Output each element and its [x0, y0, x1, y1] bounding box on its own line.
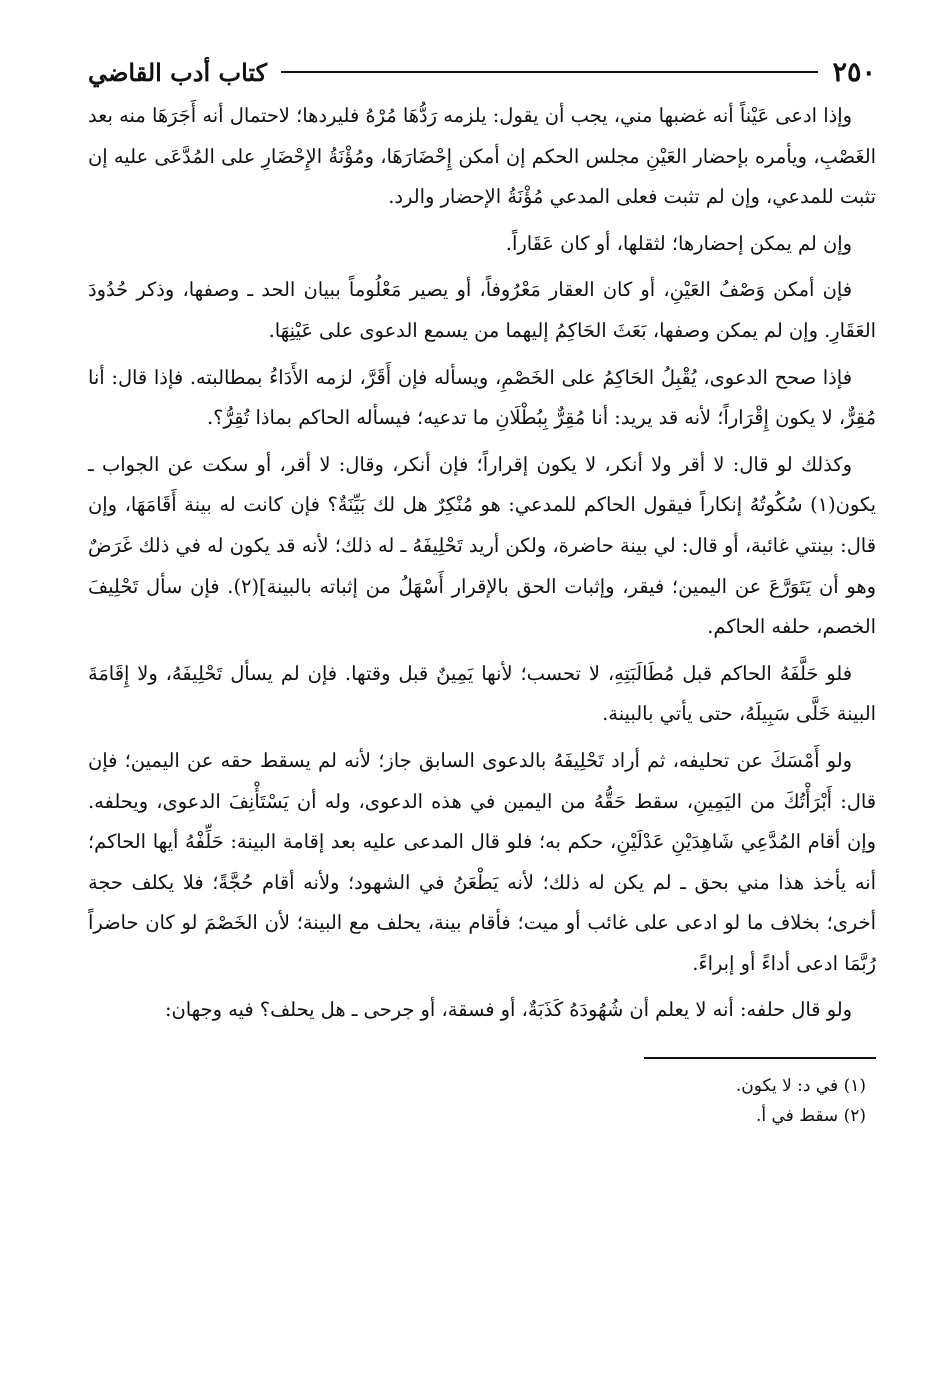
footnote: (١) في د: لا يكون. — [735, 1076, 866, 1097]
page-number: ٢٥٠ — [832, 56, 876, 88]
paragraph: وإذا ادعى عَيْناً أنه غضبها مني، يجب أن يقول: يلزمه رَدُّهَا مُرْهُ فليردها؛ لاحتمال أنه أَجَرَهَا منه بعد الغَصْبِ، ويأمره بإحضار العَيْنِ مجلس الحكم إن أمكن إِحْضَارَهَا، ومُؤْنَةُ الإِحْضَارِ على المُدَّعَى عليه إن تثبت للمدعي، وإن لم تثبت فعلى المدعي مُؤْنَةُ الإحضار والرد. — [88, 104, 876, 209]
footnote-rule — [644, 1057, 876, 1059]
footnote: (٢) سقط في أ. — [755, 1106, 866, 1127]
footnotes — [88, 1071, 876, 1131]
running-header — [88, 52, 876, 92]
paragraph: وإن لم يمكن إحضارها؛ لثقلها، أو كان عَقَاراً. — [505, 231, 852, 255]
paragraph: ولو أَمْسَكَ عن تحليفه، ثم أراد تَحْلِيفَهُ بالدعوى السابق جاز؛ لأنه لم يسقط حقه عن اليمين؛ فإن قال: أَبْرَأْتُكَ من اليَمِينِ، سقط حَقُّهُ من اليمين في هذه الدعوى، وله أن يَسْتَأْنِفَ الدعوى، ويحلفه. وإن أقام المُدَّعِي شَاهِدَيْنِ عَدْلَيْنِ، حكم به؛ فلو قال المدعى عليه بعد إقامة البينة: حَلِّفْهُ أيها الحاكم؛ أنه يأخذ هذا مني بحق ـ لم يكن له ذلك؛ لأنه يَطْعَنُ في الشهود؛ ولأنه أقام حُجَّةً؛ فلا يكلف حجة أخرى؛ بخلاف ما لو ادعى على غائب أو ميت؛ فأقام بينة، يحلف مع البينة؛ لأن الخَصْمَ لو كان حاضراً رُبَّمَا ادعى أداءً أو إبراءً. — [88, 748, 876, 975]
paragraph: ولو قال حلفه: أنه لا يعلم أن شُهُودَهُ كَذَبَةٌ، أو فسقة، أو جرحى ـ هل يحلف؟ فيه وجهان: — [164, 998, 852, 1022]
header-rule — [281, 71, 818, 73]
paragraph: فلو حَلَّفَهُ الحاكم قبل مُطَالَبَتِهِ، لا تحسب؛ لأنها يَمِينٌ قبل وقتها. فإن لم يسأل تَحْلِيفَهُ، ولا إِقَامَةَ البينة خَلَّى سَبِيلَهُ، حتى يأتي بالبينة. — [88, 661, 876, 726]
body-text — [88, 96, 876, 1031]
paragraph: فإذا صحح الدعوى، يُقْبِلُ الحَاكِمُ على الخَصْمِ، ويسأله فإن أَقَرَّ، لزمه الأَدَاءُ بمطالبته. فإذا قال: أنا مُقِرٌّ، لا يكون إِقْرَاراً؛ لأنه قد يريد: أنا مُقِرٌّ بِبُطْلَانِ ما تدعيه؛ فيسأله الحاكم بماذا تُقِرُّ؟. — [88, 365, 876, 430]
book-page — [88, 52, 876, 1131]
paragraph: فإن أمكن وَصْفُ العَيْنِ، أو كان العقار مَعْرُوفاً، أو يصير مَعْلُوماً ببيان الحد ـ وصفها، وذكر حُدُودَ العَقَارِ. وإن لم يمكن وصفها، بَعَثَ الحَاكِمُ إليهما من يسمع الدعوى على عَيْنِهَا. — [88, 278, 876, 342]
paragraph: وكذلك لو قال: لا أقر ولا أنكر، لا يكون إقراراً؛ فإن أنكر، وقال: لا أقر، أو سكت عن الجواب ـ يكون(١) سُكُوتُهُ إنكاراً فيقول الحاكم للمدعي: هو مُنْكِرٌ هل لك بَيِّنَةٌ؟ فإن كانت له بينة أَقَامَهَا، وإن قال: بينتي غائبة، أو قال: لي بينة حاضرة، ولكن أريد تَحْلِيفَهُ ـ له ذلك؛ لأنه قد يكون له في ذلك غَرَضٌ وهو أن يَتَوَرَّعَ عن اليمين؛ فيقر، وإثبات الحق بالإقرار أَسْهَلُ من إثباته بالبينة](٢). فإن سأل تَحْلِيفَ الخصم، حلفه الحاكم. — [88, 452, 877, 639]
book-title: كتاب أدب القاضي — [88, 57, 268, 87]
